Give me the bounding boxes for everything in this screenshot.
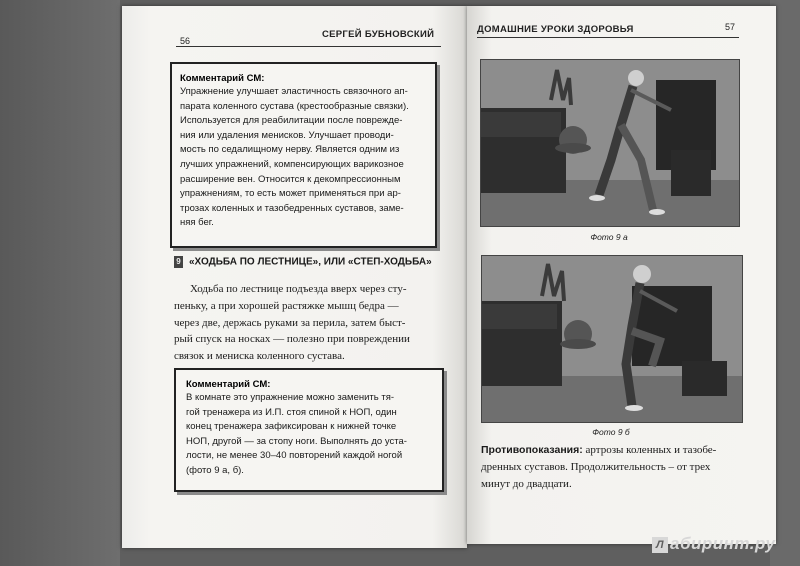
left-page — [122, 6, 467, 548]
body-paragraph — [174, 281, 442, 365]
contraindications-label: Противопоказания: — [481, 444, 583, 456]
photo-9b — [481, 255, 743, 423]
section-heading — [174, 256, 432, 268]
body-line: минут до двадцати. — [481, 477, 572, 490]
section-number: 9 — [174, 256, 183, 268]
page-number-left: 56 — [180, 36, 191, 46]
right-page — [467, 6, 776, 544]
comment-line: конец тренажера зафиксирован к нижней точке — [186, 421, 397, 433]
watermark — [652, 534, 775, 554]
comment-line: лости, не менее 30–40 повторений каждой ногой — [186, 450, 403, 462]
comment-box-1 — [170, 62, 437, 248]
header-rule-left — [176, 46, 441, 47]
body-line: через две, держась руками за перила, затем быст- — [174, 316, 406, 329]
contraindications-first-line — [481, 442, 743, 459]
comment-line: Упражнение улучшает эластичность связочного ап- — [180, 86, 408, 97]
comment-box-2-title: Комментарий СМ: — [186, 379, 271, 390]
comment-line: НОП, другой — за стопу ноги. Выполнять до уста- — [186, 435, 407, 447]
running-head-right: ДОМАШНИЕ УРОКИ ЗДОРОВЬЯ — [477, 24, 634, 35]
comment-line: трозах коленных и тазобедренных суставов, заме- — [180, 202, 404, 214]
comment-line: упражнениям, то есть может применяться при ар- — [180, 188, 401, 200]
body-line: связок и мениска коленного сустава. — [174, 350, 345, 363]
comment-line: ния или удаления менисков. Улучшает проводи- — [180, 129, 394, 141]
comment-line: гой тренажера из И.П. стоя спиной к НОП, один — [186, 406, 397, 418]
comment-line: лучших упражнений, компенсирующих варикозное — [180, 158, 404, 170]
running-head-left: СЕРГЕЙ БУБНОВСКИЙ — [322, 29, 435, 40]
section-title: «ХОДЬБА ПО ЛЕСТНИЦЕ», ИЛИ «СТЕП-ХОДЬБА» — [189, 256, 432, 268]
photo-9a-caption: Фото 9 а — [590, 232, 628, 242]
page-number-right: 57 — [725, 22, 736, 32]
body-line: дренных суставов. Продолжительность – от трех — [481, 460, 711, 473]
contraindications-paragraph — [481, 442, 743, 492]
comment-line: расширение вен. Относится к декомпрессионным — [180, 173, 401, 185]
comment-line: (фото 9 а, б). — [186, 464, 244, 476]
comment-box-2-text — [186, 391, 436, 479]
body-line: Ходьба по лестнице подъезда вверх через сту- — [190, 283, 407, 295]
comment-line: Используется для реабилитации после поврежде- — [180, 115, 403, 127]
comment-box-1-text — [180, 85, 429, 231]
comment-line: няя бег. — [180, 217, 214, 229]
comment-box-1-title: Комментарий СМ: — [180, 73, 265, 84]
photo-9b-caption: Фото 9 б — [592, 427, 630, 437]
body-line: пеньку, а при хорошей растяжке мышц бедра — — [174, 299, 399, 312]
comment-line: парата коленного сустава (крестообразные связки). — [180, 100, 409, 112]
comment-line: В комнате это упражнение можно заменить тя- — [186, 392, 395, 403]
header-rule-right — [477, 37, 739, 38]
background-left — [0, 0, 120, 566]
watermark-text: абиринт.ру — [670, 534, 776, 553]
comment-line: мость по седалищному нерву. Является одним из — [180, 144, 400, 156]
body-line: рый спуск на носках — полезно при повреждении — [174, 333, 410, 346]
body-line: артрозы коленных и тазобе- — [585, 444, 717, 456]
watermark-logo-icon: Л — [652, 537, 668, 553]
photo-9a — [480, 59, 740, 227]
comment-box-2 — [174, 368, 444, 492]
